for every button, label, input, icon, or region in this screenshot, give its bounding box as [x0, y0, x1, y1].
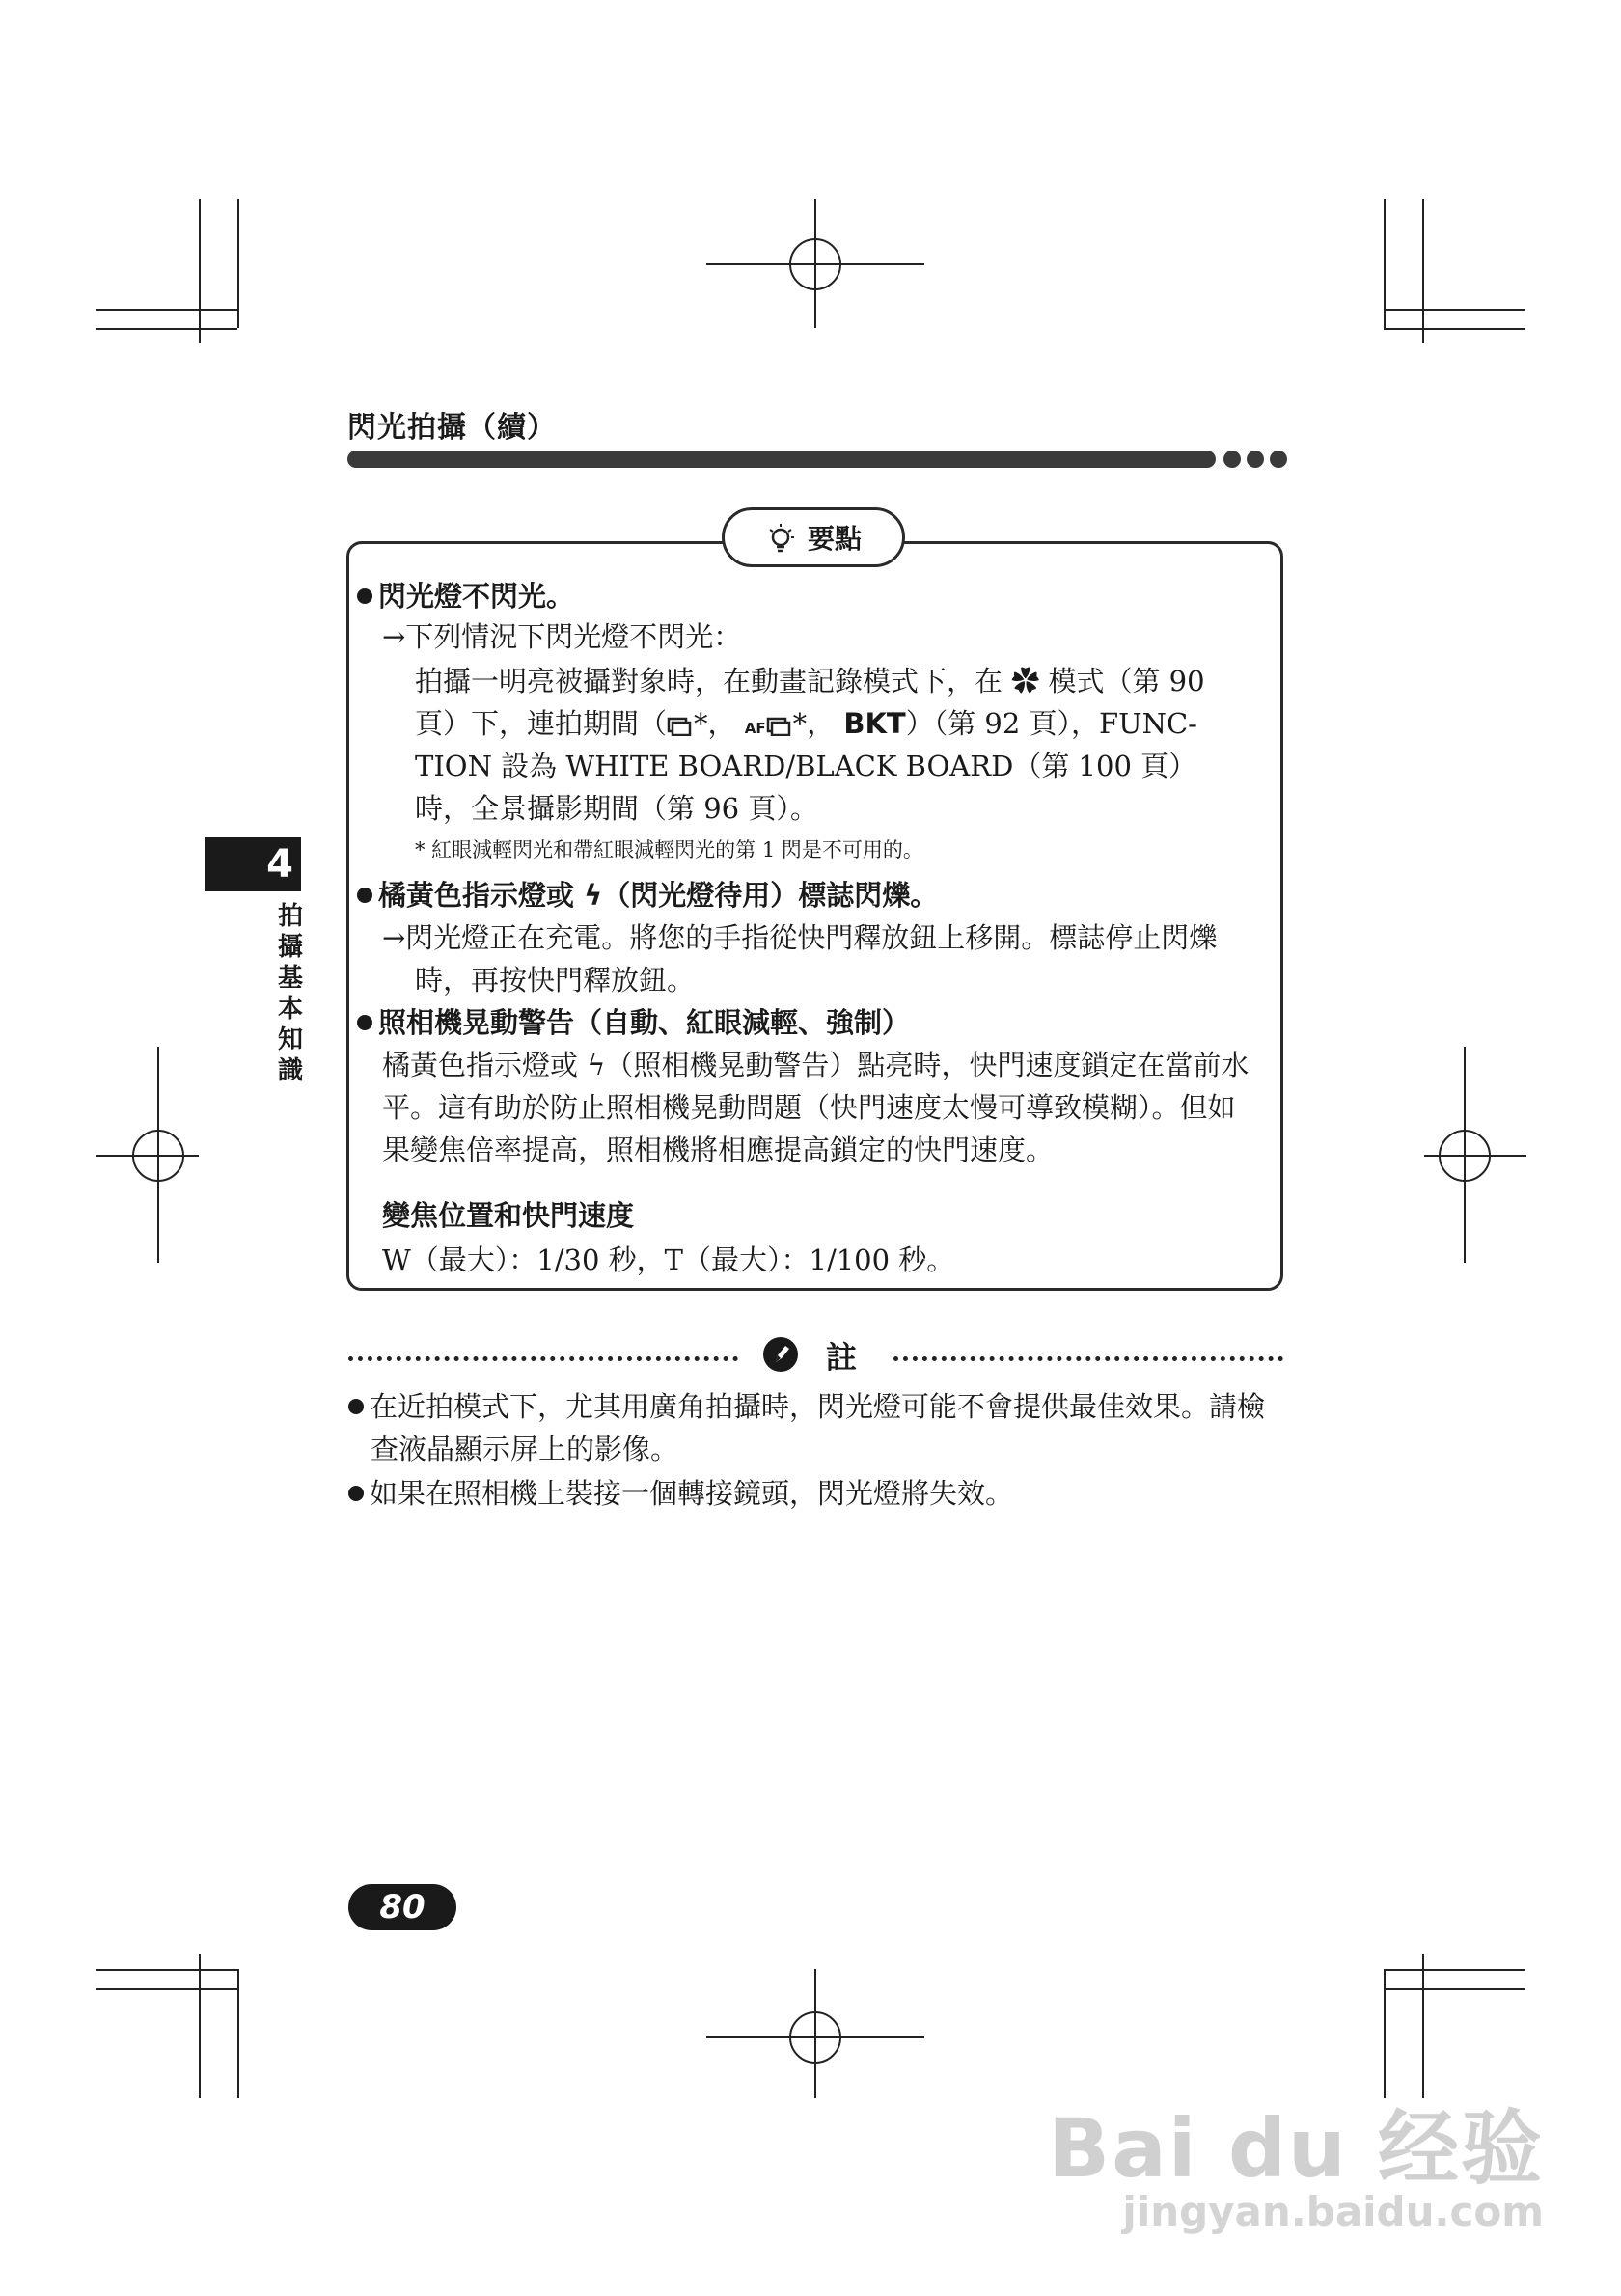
crop-mark: [1384, 1969, 1525, 1971]
section-heading-text: 閃光燈不閃光。: [378, 580, 575, 613]
body-text: TION 設為 WHITE BOARD/BLACK BOARD（第 100 頁）: [415, 750, 1197, 782]
note-pencil-icon: [762, 1336, 799, 1373]
note-item: [348, 1472, 1013, 1515]
body-text: 拍攝一明亮被攝對象時，在動畫記錄模式下，在 ✿ 模式（第 90: [415, 665, 1205, 697]
chapter-label: 拍攝基本知識: [277, 902, 303, 1085]
body-text: 橘黃色指示燈或 ϟ（照相機晃動警告）點亮時，快門速度鎖定在當前水: [382, 1049, 1250, 1081]
body-text: 時，再按快門釋放鈕。: [415, 964, 696, 997]
registration-circle: [1439, 1130, 1491, 1182]
section-heading: [357, 874, 938, 916]
section-heading: [357, 1001, 910, 1044]
body-text-fragment: 頁）下，連拍期間（: [415, 707, 668, 740]
note-text: 查液晶顯示屏上的影像。: [371, 1433, 679, 1465]
crop-mark: [237, 199, 239, 328]
note-text: 如果在照相機上裝接一個轉接鏡頭，閃光燈將失效。: [370, 1477, 1014, 1510]
continuous-shoot-icon: [667, 715, 694, 736]
registration-circle: [132, 1130, 184, 1182]
body-text: 時，全景攝影期間（第 96 頁）。: [415, 792, 818, 825]
crop-mark: [199, 1954, 201, 2098]
body-text: →下列情況下閃光燈不閃光：: [382, 620, 742, 653]
registration-circle: [789, 2011, 841, 2064]
bkt-label: BKT: [843, 707, 906, 740]
crop-mark: [1384, 1988, 1525, 1990]
page-number: 80: [348, 1884, 456, 1930]
crop-mark: [1384, 309, 1525, 311]
tip-label: [722, 507, 905, 567]
body-text: [415, 702, 1197, 750]
registration-circle: [789, 238, 841, 290]
chapter-tab: 4: [205, 837, 301, 891]
bullet-icon: [357, 588, 372, 604]
note-divider: [348, 1356, 738, 1361]
watermark-logo: Bai du 经验: [1048, 2101, 1544, 2196]
note-label: 註: [826, 1339, 858, 1376]
bullet-icon: [357, 1015, 372, 1030]
crop-mark: [1384, 199, 1386, 328]
note-divider: [893, 1356, 1283, 1361]
bullet-icon: [357, 888, 372, 903]
crop-mark: [1422, 1954, 1424, 2098]
tip-bulb-icon: [765, 520, 800, 555]
section-heading-text: 橘黃色指示燈或 ϟ（閃光燈待用）標誌閃爍。: [378, 879, 939, 912]
note-text: 在近拍模式下，尤其用廣角拍攝時，閃光燈可能不會提供最佳效果。請檢: [370, 1390, 1266, 1423]
crop-mark: [1384, 328, 1525, 330]
crop-mark: [96, 1988, 237, 1990]
body-text: 平。這有助於防止照相機晃動問題（快門速度太慢可導致模糊）。但如: [382, 1091, 1236, 1124]
af-continuous-shoot-icon: AF: [745, 720, 793, 737]
section-heading: [357, 575, 574, 617]
subsection-heading: 變焦位置和快門速度: [382, 1199, 635, 1232]
crop-mark: [237, 1969, 239, 2098]
body-text-fragment: ）（第 92 頁），FUNC-: [905, 707, 1197, 740]
crop-mark: [96, 309, 237, 311]
header-dot: [1247, 451, 1264, 468]
header-rule: [347, 451, 1216, 468]
crop-mark: [1422, 199, 1424, 343]
header-dot: [1223, 451, 1241, 468]
crop-mark: [199, 199, 201, 343]
body-text-fragment: *，: [694, 707, 736, 740]
body-text-fragment: *，: [792, 707, 836, 740]
section-heading-text: 照相機晃動警告（自動、紅眼減輕、強制）: [378, 1006, 911, 1039]
page-title: 閃光拍攝（續）: [347, 411, 557, 445]
bullet-icon: [348, 1399, 364, 1414]
footnote: * 紅眼減輕閃光和帶紅眼減輕閃光的第 1 閃是不可用的。: [415, 838, 923, 861]
crop-mark: [96, 1969, 237, 1971]
tip-label-text: 要點: [807, 523, 862, 555]
watermark-url: jingyan.baidu.com: [1122, 2188, 1544, 2235]
body-text: 果變焦倍率提高，照相機將相應提高鎖定的快門速度。: [382, 1134, 1055, 1166]
crop-mark: [96, 328, 237, 330]
bullet-icon: [348, 1486, 364, 1501]
note-item: [348, 1385, 1265, 1428]
body-text: W（最大）：1/30 秒，T（最大）：1/100 秒。: [382, 1244, 955, 1276]
body-text: →閃光燈正在充電。將您的手指從快門釋放鈕上移開。標誌停止閃爍: [382, 921, 1218, 954]
header-dot: [1270, 451, 1287, 468]
